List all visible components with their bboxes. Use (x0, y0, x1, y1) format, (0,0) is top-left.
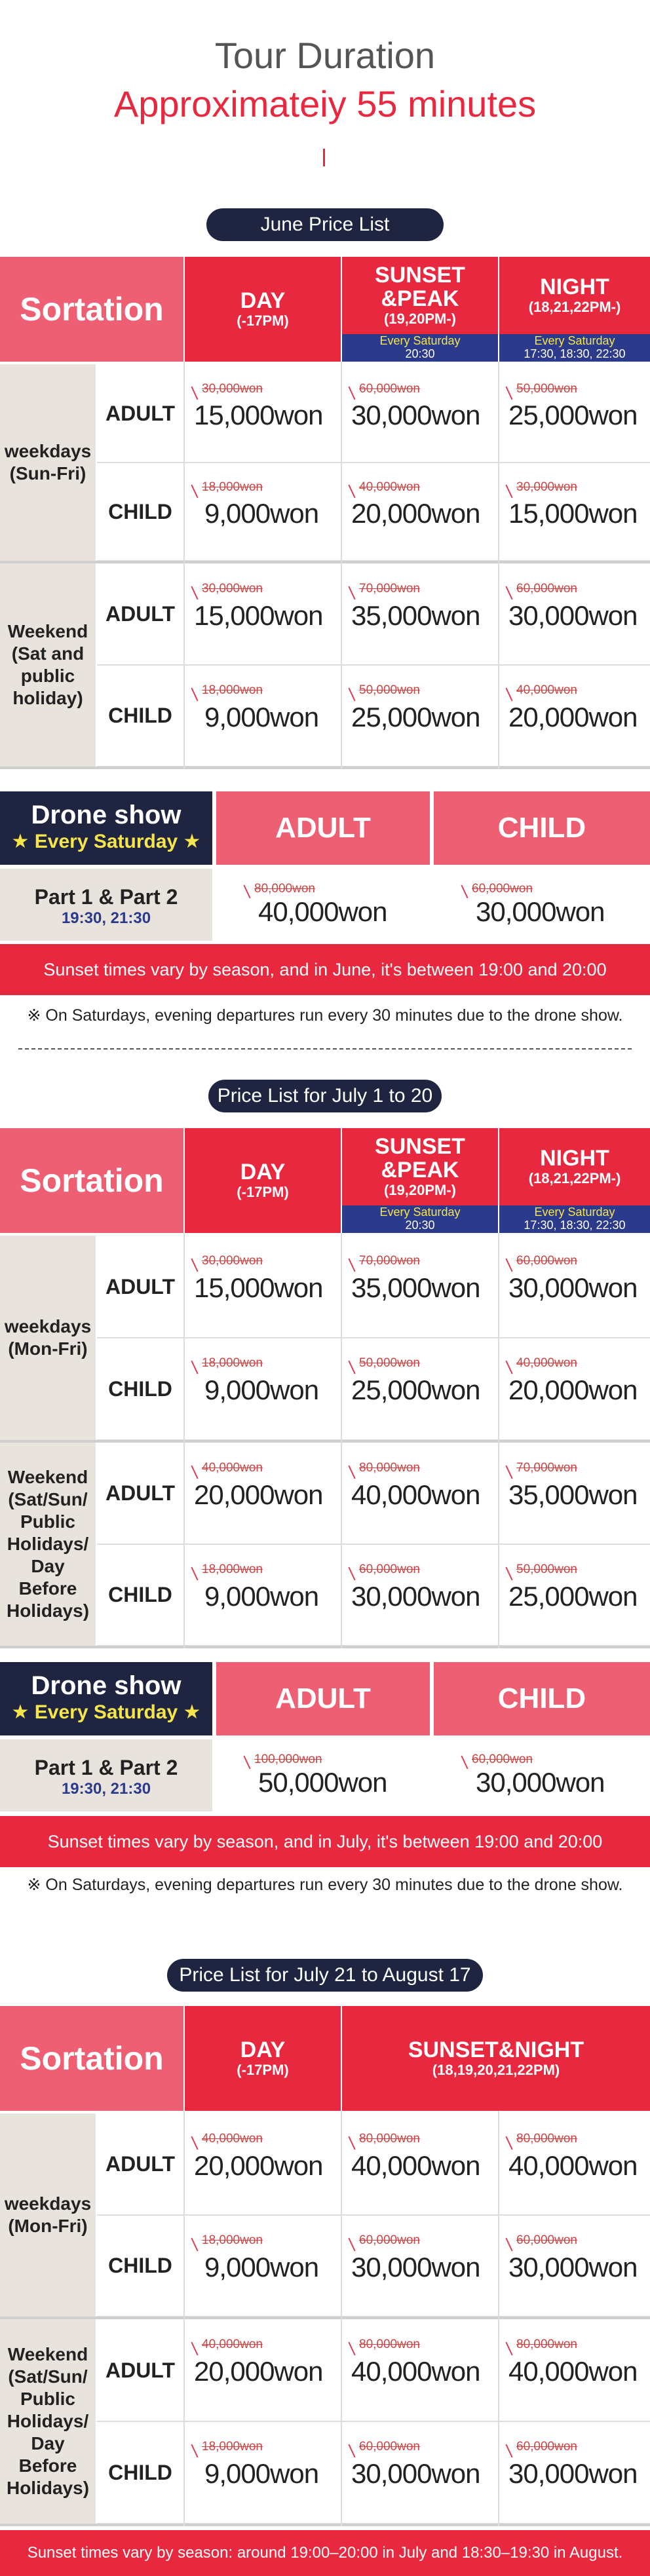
original-price: 60,000won (516, 1254, 577, 1268)
discount-mark (191, 1361, 198, 1374)
sale-price: 50,000won (258, 1767, 387, 1798)
drone-parts-label: Part 1 & Part 2 (34, 885, 178, 909)
sale-price: 30,000won (351, 400, 480, 430)
original-price: 50,000won (359, 1356, 420, 1371)
row-label-child: CHILD (108, 499, 172, 523)
discount-mark (348, 1361, 355, 1374)
sale-price: 20,000won (194, 2150, 323, 2181)
col-header-2 (499, 257, 650, 334)
discount-mark (243, 1756, 250, 1770)
original-price: 80,000won (254, 882, 315, 896)
original-price: 50,000won (516, 1562, 577, 1576)
discount-mark (191, 387, 198, 400)
discount-mark (505, 1259, 512, 1272)
drone-show-schedule: ★ Every Saturday ★ (11, 1701, 201, 1723)
row-label-adult: ADULT (105, 401, 176, 425)
discount-mark (461, 885, 468, 899)
original-price: 60,000won (516, 581, 577, 596)
original-price: 40,000won (359, 480, 420, 494)
col-header-2 (499, 1128, 650, 1205)
section-separator (18, 1048, 632, 1050)
sale-price: 30,000won (508, 599, 638, 631)
discount-mark (505, 1567, 512, 1581)
sale-price: 30,000won (351, 2251, 480, 2282)
sale-price: 30,000won (476, 1767, 605, 1798)
price-cell (342, 2421, 498, 2524)
col-header-hours: (18,19,20,21,22PM) (432, 2062, 560, 2078)
sale-price: 15,000won (194, 400, 323, 430)
original-price: 40,000won (202, 2131, 263, 2146)
price-cell (499, 364, 650, 463)
sale-price: 9,000won (204, 2251, 319, 2282)
sale-price: 20,000won (194, 2356, 323, 2387)
discount-mark (505, 586, 512, 600)
price-cell (185, 2113, 341, 2215)
discount-mark (191, 1259, 198, 1272)
original-price: 18,000won (202, 1356, 263, 1371)
col-header-1 (342, 1128, 498, 1205)
row-group-label: weekdays (Mon-Fri) (0, 1236, 96, 1440)
price-cell (342, 1338, 498, 1440)
discount-mark (505, 485, 512, 499)
original-price: 18,000won (202, 2440, 263, 2454)
original-price: 70,000won (359, 581, 420, 596)
original-price: 30,000won (202, 1254, 263, 1268)
sale-price: 40,000won (351, 2356, 480, 2387)
original-price: 80,000won (359, 2131, 420, 2146)
col-header-day (185, 2006, 341, 2111)
drone-show-title: Drone show (31, 801, 182, 829)
drone-departure-note: ※ On Saturdays, evening departures run every 30 minutes due to the drone show. (27, 1876, 623, 1894)
row-group-label: weekdays (Mon-Fri) (0, 2113, 96, 2317)
price-cell (185, 2215, 341, 2317)
saturday-schedule (342, 334, 498, 362)
col-divider (341, 1233, 342, 1648)
sale-price: 9,000won (204, 1374, 319, 1406)
price-cell (342, 563, 498, 665)
col-header-hours: (18,21,22PM-) (528, 1170, 621, 1186)
col-divider (183, 1233, 185, 1648)
col-header-title: DAY (240, 2037, 286, 2062)
col-header-title: DAY (240, 1160, 286, 1184)
drone-adult-header: ADULT (216, 1662, 430, 1735)
col-divider (498, 1233, 499, 1648)
sale-price: 25,000won (508, 400, 638, 430)
col-header-hours: (18,21,22PM-) (528, 299, 621, 315)
col-header-0 (185, 1128, 341, 1233)
price-cell (342, 463, 498, 561)
original-price: 60,000won (359, 2233, 420, 2247)
discount-mark (243, 885, 250, 899)
original-price: 60,000won (359, 1562, 420, 1576)
price-cell (185, 364, 341, 463)
col-header-title: NIGHT (540, 1146, 609, 1171)
original-price: 80,000won (516, 2131, 577, 2146)
tour-duration-value: Approximateiy 55 minutes (113, 83, 537, 124)
discount-mark (348, 586, 355, 600)
original-price: 80,000won (359, 1460, 420, 1475)
saturday-label: Every Saturday (379, 334, 461, 347)
price-list-pill: Price List for July 1 to 20 (208, 1080, 442, 1112)
sale-price: 20,000won (508, 701, 638, 732)
sale-price: 40,000won (351, 1479, 480, 1510)
sale-price: 9,000won (204, 1580, 319, 1612)
saturday-schedule (499, 334, 650, 362)
sale-price: 30,000won (476, 896, 605, 927)
price-list-pill: Price List for July 21 to August 17 (167, 1959, 483, 1992)
sale-price: 35,000won (508, 1479, 638, 1510)
row-label-child: CHILD (108, 1583, 172, 1606)
original-price: 60,000won (516, 2440, 577, 2454)
original-price: 70,000won (359, 1254, 420, 1268)
price-cell (185, 1236, 341, 1338)
price-cell (499, 1443, 650, 1544)
sale-price: 20,000won (194, 1479, 323, 1510)
sale-price: 40,000won (351, 2150, 480, 2181)
saturday-times: 17:30, 18:30, 22:30 (524, 1219, 626, 1232)
sale-price: 9,000won (204, 498, 319, 529)
price-cell (499, 2319, 650, 2421)
discount-mark (348, 2342, 355, 2356)
price-cell (342, 1544, 498, 1646)
price-cell (185, 2421, 341, 2524)
drone-child-header: CHILD (434, 1662, 650, 1735)
saturday-times: 17:30, 18:30, 22:30 (524, 347, 626, 360)
col-header-title: NIGHT (540, 275, 609, 299)
discount-mark (348, 485, 355, 499)
original-price: 60,000won (359, 382, 420, 396)
discount-mark (191, 2238, 198, 2252)
saturday-label: Every Saturday (534, 334, 615, 347)
drone-show-header (0, 791, 212, 865)
saturday-times: 20:30 (405, 1219, 435, 1232)
saturday-schedule (499, 1205, 650, 1233)
discount-mark (191, 688, 198, 702)
col-divider (183, 2111, 185, 2526)
col-header-0 (185, 257, 341, 362)
price-cell (499, 1544, 650, 1646)
original-price: 40,000won (516, 683, 577, 697)
drone-parts-label: Part 1 & Part 2 (34, 1756, 178, 1779)
sale-price: 15,000won (508, 498, 638, 529)
sale-price: 25,000won (351, 701, 480, 732)
discount-mark (191, 586, 198, 600)
discount-mark (505, 2342, 512, 2356)
col-header-hours: (19,20PM-) (383, 311, 457, 327)
saturday-schedule (342, 1205, 498, 1233)
price-cell (499, 2113, 650, 2215)
col-divider (183, 362, 185, 769)
original-price: 18,000won (202, 2233, 263, 2247)
discount-mark (348, 2136, 355, 2150)
discount-mark (348, 2444, 355, 2458)
discount-mark (505, 2238, 512, 2252)
row-label-adult: ADULT (105, 2358, 176, 2382)
sale-price: 30,000won (508, 2458, 638, 2490)
original-price: 40,000won (516, 1356, 577, 1371)
sunset-note: Sunset times vary by season: around 19:00–20:00 in July and 18:30–19:30 in August. (0, 2530, 650, 2576)
drone-parts (0, 869, 212, 941)
sale-price: 30,000won (508, 1272, 638, 1304)
drone-show-header (0, 1662, 212, 1735)
price-cell (342, 2319, 498, 2421)
discount-mark (191, 2136, 198, 2150)
group-divider (0, 1646, 650, 1648)
price-cell (185, 1544, 341, 1646)
sortation-header: Sortation (0, 257, 183, 362)
price-cell (185, 665, 341, 767)
sale-price: 40,000won (508, 2356, 638, 2387)
row-label-adult: ADULT (105, 602, 176, 626)
original-price: 60,000won (472, 1752, 533, 1766)
discount-mark (348, 387, 355, 400)
price-cell (499, 2215, 650, 2317)
drone-child-price (434, 1739, 650, 1811)
price-cell (185, 2319, 341, 2421)
col-divider (341, 2111, 342, 2526)
divider-bar (323, 149, 325, 166)
price-cell (342, 665, 498, 767)
price-cell (185, 563, 341, 665)
original-price: 60,000won (516, 2233, 577, 2247)
sortation-header: Sortation (0, 2006, 183, 2111)
row-group-label: Weekend (Sat and public holiday) (0, 563, 96, 767)
sale-price: 35,000won (351, 1272, 480, 1304)
price-cell (499, 463, 650, 561)
saturday-label: Every Saturday (379, 1205, 461, 1219)
sale-price: 30,000won (351, 1580, 480, 1612)
discount-mark (505, 1361, 512, 1374)
discount-mark (191, 1567, 198, 1581)
sunset-note: Sunset times vary by season, and in July, it's between 19:00 and 20:00 (0, 1816, 650, 1867)
price-cell (342, 1236, 498, 1338)
saturday-label: Every Saturday (534, 1205, 615, 1219)
sale-price: 9,000won (204, 701, 319, 732)
original-price: 18,000won (202, 1562, 263, 1576)
saturday-times: 20:30 (405, 347, 435, 360)
col-header-hours: (-17PM) (237, 2062, 289, 2078)
original-price: 40,000won (202, 2338, 263, 2352)
sale-price: 9,000won (204, 2458, 319, 2490)
sortation-header: Sortation (0, 1128, 183, 1233)
discount-mark (191, 2444, 198, 2458)
original-price: 40,000won (202, 1460, 263, 1475)
sale-price: 20,000won (351, 498, 480, 529)
discount-mark (505, 2136, 512, 2150)
discount-mark (191, 1466, 198, 1479)
original-price: 50,000won (516, 382, 577, 396)
sale-price: 30,000won (508, 2251, 638, 2282)
col-header-title: SUNSET &PEAK (375, 1134, 465, 1183)
col-header-title: DAY (240, 288, 286, 313)
discount-mark (461, 1756, 468, 1770)
drone-adult-header: ADULT (216, 791, 430, 865)
discount-mark (191, 2342, 198, 2356)
discount-mark (505, 387, 512, 400)
row-group-label: weekdays (Sun-Fri) (0, 364, 96, 561)
original-price: 30,000won (202, 382, 263, 396)
sale-price: 40,000won (508, 2150, 638, 2181)
original-price: 60,000won (472, 882, 533, 896)
row-label-child: CHILD (108, 2460, 172, 2484)
row-label-adult: ADULT (105, 1481, 176, 1505)
price-cell (342, 2113, 498, 2215)
row-label-child: CHILD (108, 1376, 172, 1401)
price-list-pill: June Price List (206, 208, 444, 241)
sunset-note: Sunset times vary by season, and in June, it's between 19:00 and 20:00 (0, 944, 650, 995)
discount-mark (505, 2444, 512, 2458)
sale-price: 15,000won (194, 1272, 323, 1304)
col-header-sunset-night (342, 2006, 650, 2111)
original-price: 30,000won (202, 581, 263, 596)
drone-parts-times: 19:30, 21:30 (61, 1780, 151, 1798)
price-cell (499, 1236, 650, 1338)
row-label-child: CHILD (108, 704, 172, 727)
original-price: 80,000won (516, 2338, 577, 2352)
col-header-hours: (-17PM) (237, 1184, 289, 1200)
col-divider (341, 362, 342, 769)
drone-show-schedule: ★ Every Saturday ★ (11, 831, 201, 852)
drone-departure-note: ※ On Saturdays, evening departures run every 30 minutes due to the drone show. (27, 1006, 623, 1025)
price-cell (499, 1338, 650, 1440)
col-header-1 (342, 257, 498, 334)
discount-mark (348, 1259, 355, 1272)
col-header-title: SUNSET&NIGHT (408, 2037, 584, 2062)
drone-parts (0, 1739, 212, 1811)
price-cell (185, 1338, 341, 1440)
drone-child-price (434, 869, 650, 941)
drone-adult-price (216, 869, 432, 941)
sale-price: 15,000won (194, 599, 323, 631)
discount-mark (505, 688, 512, 702)
row-group-label: Weekend (Sat/Sun/ Public Holidays/ Day Before Holidays) (0, 1443, 96, 1646)
sale-price: 30,000won (351, 2458, 480, 2490)
sale-price: 20,000won (508, 1374, 638, 1406)
drone-adult-price (216, 1739, 432, 1811)
row-label-child: CHILD (108, 2254, 172, 2277)
drone-child-header: CHILD (434, 791, 650, 865)
row-label-adult: ADULT (105, 2152, 176, 2176)
col-divider (498, 362, 499, 769)
price-cell (499, 2421, 650, 2524)
row-group-label: Weekend (Sat/Sun/ Public Holidays/ Day Before Holidays) (0, 2319, 96, 2524)
discount-mark (348, 1466, 355, 1479)
discount-mark (348, 1567, 355, 1581)
original-price: 100,000won (254, 1752, 322, 1766)
discount-mark (348, 688, 355, 702)
price-cell (342, 2215, 498, 2317)
price-cell (185, 1443, 341, 1544)
discount-mark (505, 1466, 512, 1479)
original-price: 18,000won (202, 683, 263, 697)
sale-price: 25,000won (508, 1580, 638, 1612)
sale-price: 40,000won (258, 896, 387, 927)
discount-mark (348, 2238, 355, 2252)
col-header-title: SUNSET &PEAK (375, 263, 465, 311)
row-label-adult: ADULT (105, 1274, 176, 1298)
original-price: 60,000won (359, 2440, 420, 2454)
drone-parts-times: 19:30, 21:30 (61, 909, 151, 927)
price-cell (185, 463, 341, 561)
tour-duration-title: Tour Duration (214, 35, 436, 76)
price-cell (342, 1443, 498, 1544)
original-price: 30,000won (516, 480, 577, 494)
sale-price: 25,000won (351, 1374, 480, 1406)
price-cell (499, 665, 650, 767)
col-header-hours: (-17PM) (237, 313, 289, 329)
col-header-hours: (19,20PM-) (383, 1182, 457, 1198)
original-price: 18,000won (202, 480, 263, 494)
group-divider (0, 767, 650, 769)
col-divider (498, 2111, 499, 2526)
price-cell (499, 563, 650, 665)
original-price: 80,000won (359, 2338, 420, 2352)
original-price: 70,000won (516, 1460, 577, 1475)
group-divider (0, 2524, 650, 2526)
original-price: 50,000won (359, 683, 420, 697)
sale-price: 35,000won (351, 599, 480, 631)
price-cell (342, 364, 498, 463)
discount-mark (191, 485, 198, 499)
drone-show-title: Drone show (31, 1671, 182, 1700)
